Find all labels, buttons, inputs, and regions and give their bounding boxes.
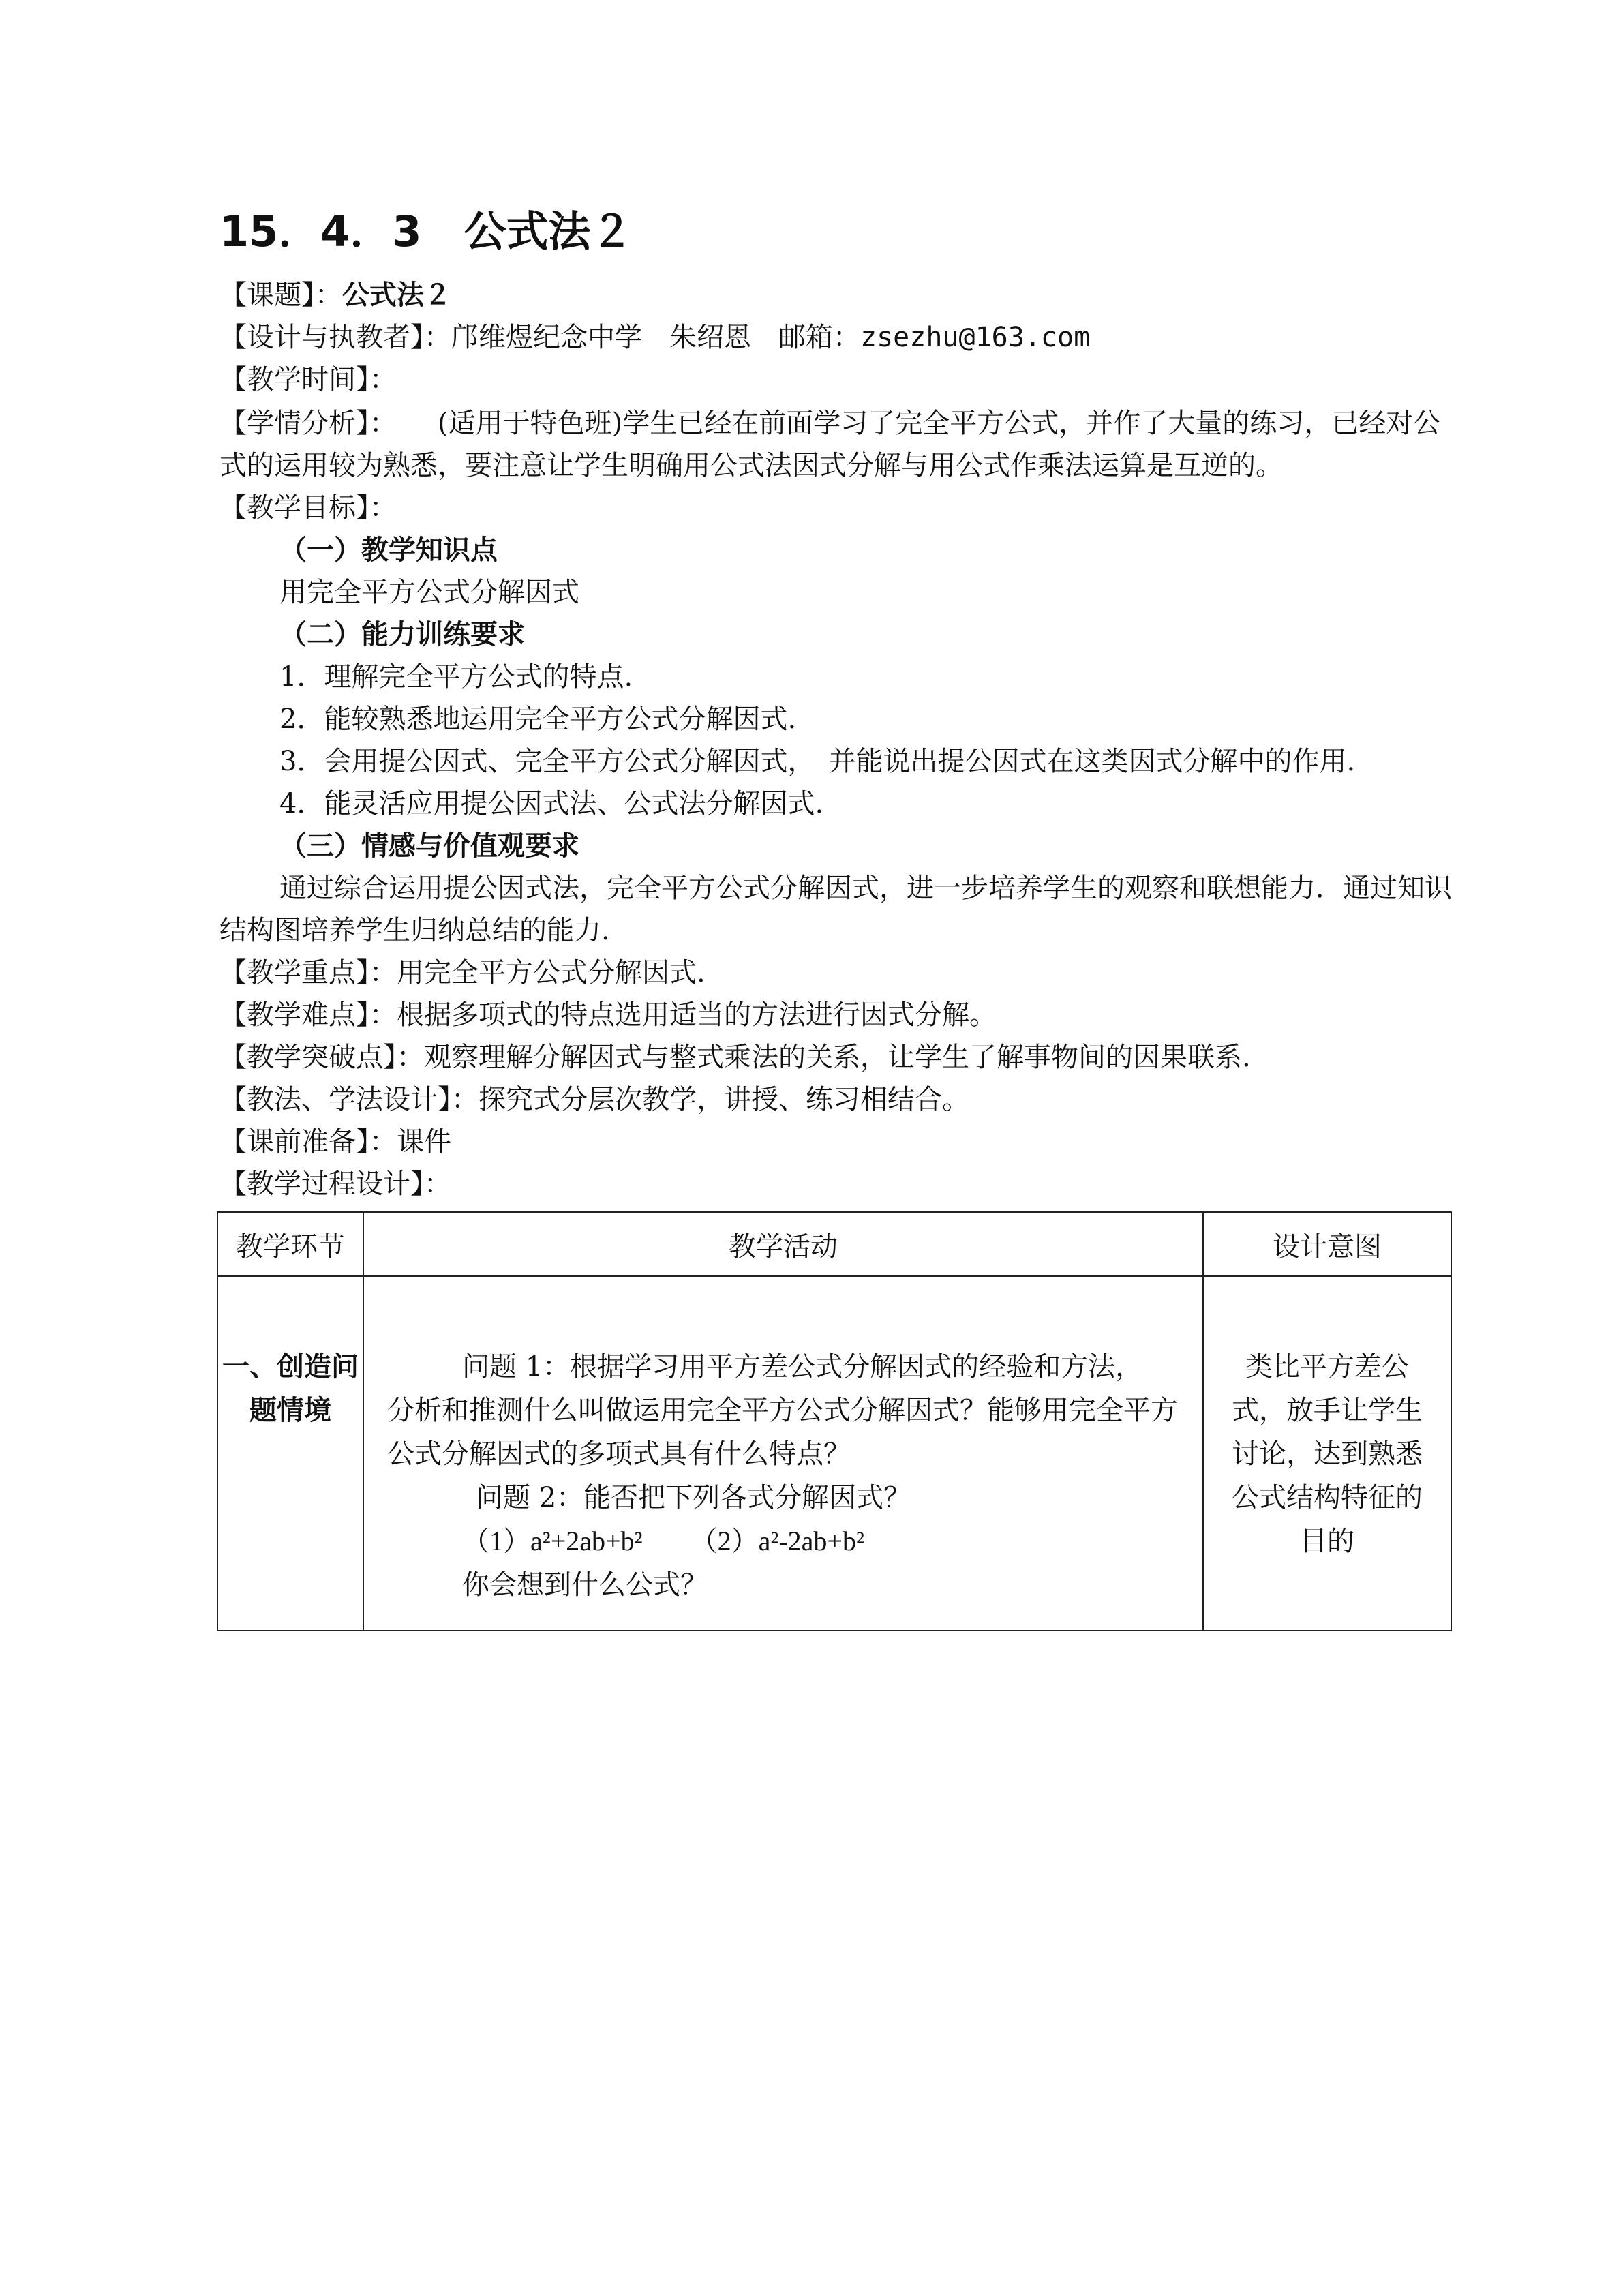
ability-item-3: 3．会用提公因式、完全平方公式分解因式， 并能说出提公因式在这类因式分解中的作用. (279, 746, 1356, 777)
difficulty-line (219, 994, 997, 1036)
difficulty-label: 【教学难点】： (219, 999, 397, 1031)
designer-school: 邝维煜纪念中学 (451, 322, 642, 353)
header-activity: 教学活动 (363, 1212, 1203, 1276)
methods-text: 探究式分层次教学，讲授、练习相结合。 (479, 1084, 969, 1115)
stage-cell: 一、创造问题情境 (217, 1276, 363, 1631)
activity-cell (363, 1276, 1203, 1631)
exercise-2: a²-2ab+b² (758, 1526, 864, 1556)
email-label: 邮箱： (778, 322, 860, 353)
process-label: 【教学过程设计】： (219, 1168, 451, 1200)
designer-label: 【设计与执教者】： (219, 322, 451, 353)
ability-item-2: 2．能较熟悉地运用完全平方公式分解因式. (279, 704, 797, 735)
table-header-row (217, 1212, 1451, 1276)
formula-question: 你会想到什么公式？ (462, 1569, 708, 1601)
key-point-text: 用完全平方公式分解因式. (397, 957, 706, 988)
question-2: 问题 2：能否把下列各式分解因式？ (476, 1482, 911, 1513)
analysis-text: (适用于特色班)学生已经在前面学习了完全平方公式，并作了大量的练习，已经对公式的运用较为熟悉，要注意让学生明确用公式法因式分解与用公式作乘法运算是互逆的。 (219, 408, 1441, 481)
intent-cell: 类比平方差公式，放手让学生讨论，达到熟悉公式结构特征的目的 (1203, 1276, 1451, 1631)
exercise-1-label: （1） (462, 1526, 530, 1556)
ability-item-4: 4．能灵活应用提公因式法、公式法分解因式. (279, 788, 824, 819)
knowledge-heading: （一）教学知识点 (279, 534, 498, 566)
knowledge-text: 用完全平方公式分解因式 (279, 577, 579, 608)
subject-label: 【课题】： (219, 280, 342, 311)
exercise-2-label: （2） (690, 1526, 759, 1556)
preparation-line (219, 1121, 451, 1163)
key-point-label: 【教学重点】： (219, 957, 397, 988)
analysis-label: 【学情分析】： (219, 408, 397, 439)
key-point-line (219, 952, 706, 994)
table-row (217, 1276, 1451, 1631)
methods-label: 【教法、学法设计】： (219, 1084, 479, 1115)
breakthrough-line (219, 1036, 1251, 1078)
ability-heading: （二）能力训练要求 (279, 618, 525, 650)
subject-line (219, 274, 451, 316)
question-1: 问题 1：根据学习用平方差公式分解因式的经验和方法， 分析和推测什么叫做运用完全平方公式分解因式？能够用完全平方公式分解因式的多项式具有什么特点？ (387, 1351, 1178, 1470)
email-address: zsezhu@163.com (860, 322, 1091, 353)
emotion-text: 通过综合运用提公因式法，完全平方公式分解因式，进一步培养学生的观察和联想能力．通过知识结构图培养学生归纳总结的能力. (219, 873, 1452, 946)
header-stage: 教学环节 (217, 1212, 363, 1276)
emotion-heading: （三）情感与价值观要求 (279, 830, 579, 862)
subject-value: 公式法２ (342, 280, 451, 311)
analysis-paragraph (219, 402, 1453, 487)
breakthrough-label: 【教学突破点】： (219, 1042, 424, 1073)
exercise-1: a²+2ab+b² (530, 1526, 643, 1556)
objectives-label: 【教学目标】： (219, 492, 397, 524)
difficulty-text: 根据多项式的特点选用适当的方法进行因式分解。 (397, 999, 997, 1031)
designer-line (219, 316, 1090, 359)
header-intent: 设计意图 (1203, 1212, 1451, 1276)
time-label: 【教学时间】： (219, 364, 397, 395)
designer-name: 朱绍恩 (669, 322, 751, 353)
page-title: 15．4．3 公式法２ (219, 207, 633, 256)
preparation-label: 【课前准备】： (219, 1126, 397, 1158)
methods-line (219, 1078, 969, 1121)
teaching-process-table (217, 1211, 1452, 1631)
preparation-text: 课件 (397, 1126, 451, 1158)
exercise-line (387, 1520, 1178, 1563)
ability-item-1: 1．理解完全平方公式的特点. (279, 661, 633, 693)
breakthrough-text: 观察理解分解因式与整式乘法的关系，让学生了解事物间的因果联系. (424, 1042, 1251, 1073)
